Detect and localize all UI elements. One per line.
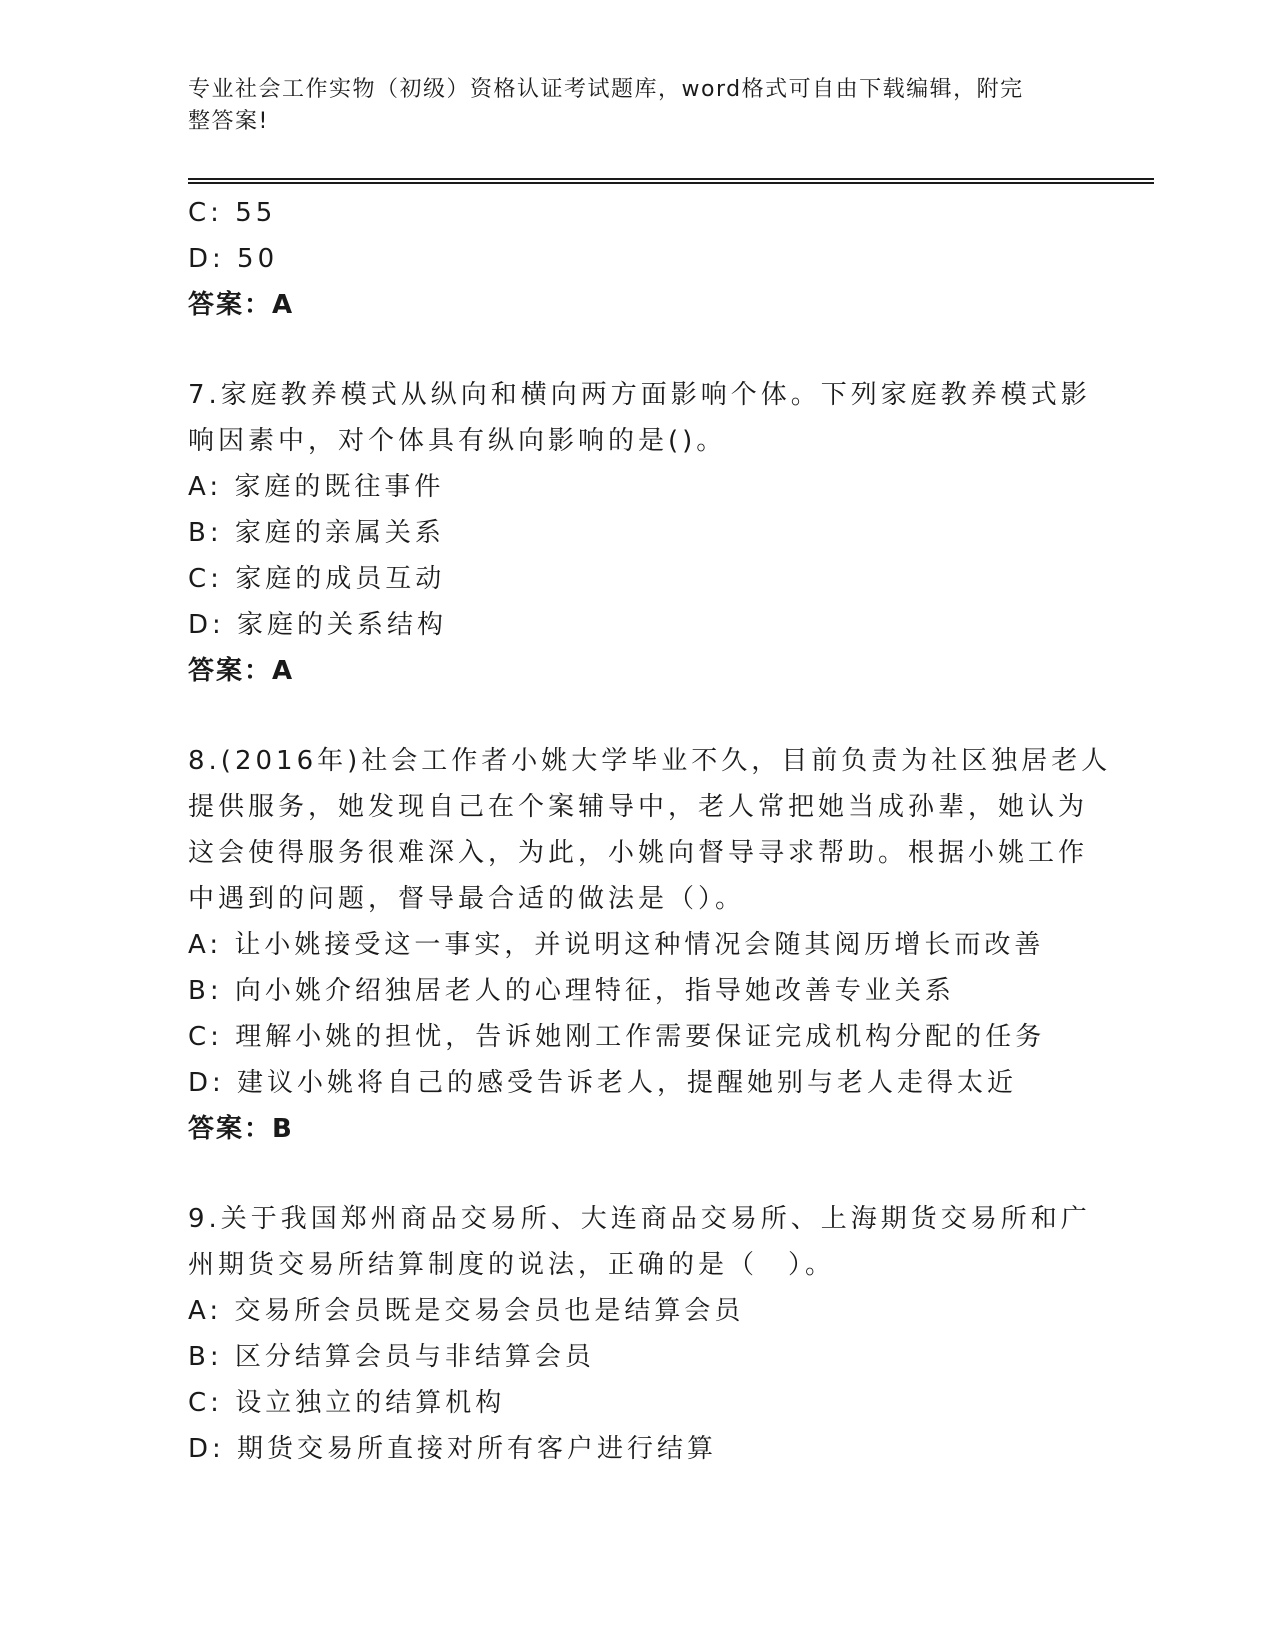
option-key: A: [188,930,223,960]
option-key: C: [188,198,223,228]
option-text: 50 [237,244,279,274]
option-c [188,190,1088,236]
option-a [188,922,1088,968]
option-key: C: [188,564,223,594]
option-text: 让小姚接受这一事实，并说明这种情况会随其阅历增长而改善 [234,930,1045,960]
option-text: 区分结算会员与非结算会员 [234,1342,595,1372]
option-text: 向小姚介绍独居老人的心理特征，指导她改善专业关系 [234,976,955,1006]
option-key: C: [188,1388,223,1418]
option-text: 设立独立的结算机构 [235,1388,506,1418]
question-stem-line: 8.(2016年)社会工作者小姚大学毕业不久，目前负责为社区独居老人 [188,746,1112,776]
answer-line: 答案：A [188,290,295,320]
option-key: D: [188,1434,225,1464]
option-c [188,556,1088,602]
option-c [188,1380,1088,1426]
answer-line: 答案：B [188,1114,294,1144]
option-d [188,602,1088,648]
option-text: 期货交易所直接对所有客户进行结算 [237,1434,718,1464]
question-stem-line: 这会使得服务很难深入，为此，小姚向督导寻求帮助。根据小姚工作 [188,838,1089,868]
header-divider-bottom [188,182,1154,184]
option-text: 家庭的关系结构 [237,610,448,640]
option-text: 55 [235,198,277,228]
option-b [188,968,1088,1014]
question-stem-line: 响因素中，对个体具有纵向影响的是()。 [188,426,727,456]
question-6-tail [188,190,1088,328]
option-key: D: [188,610,225,640]
option-b [188,1334,1088,1380]
option-key: B: [188,1342,223,1372]
question-stem-line: 中遇到的问题，督导最合适的做法是（）。 [188,884,746,914]
option-text: 家庭的亲属关系 [234,518,445,548]
option-text: 交易所会员既是交易会员也是结算会员 [234,1296,745,1326]
option-key: C: [188,1022,223,1052]
option-a [188,1288,1088,1334]
option-d [188,1060,1088,1106]
question-stem-line: 7.家庭教养模式从纵向和横向两方面影响个体。下列家庭教养模式影 [188,380,1091,410]
option-key: B: [188,518,223,548]
header-line-2: 整答案! [188,109,269,134]
question-stem-line: 提供服务，她发现自己在个案辅导中，老人常把她当成孙辈，她认为 [188,792,1089,822]
header-line-1: 专业社会工作实物（初级）资格认证考试题库，word格式可自由下载编辑，附完 [188,77,1024,102]
option-key: B: [188,976,223,1006]
question-stem-line: 9.关于我国郑州商品交易所、大连商品交易所、上海期货交易所和广 [188,1204,1091,1234]
option-key: D: [188,1068,225,1098]
option-key: A: [188,1296,223,1326]
option-d [188,236,1088,282]
question-content [188,190,1112,1472]
option-c [188,1014,1088,1060]
option-text: 理解小姚的担忧，告诉她刚工作需要保证完成机构分配的任务 [235,1022,1046,1052]
option-key: A: [188,472,223,502]
option-text: 建议小姚将自己的感受告诉老人，提醒她别与老人走得太近 [237,1068,1018,1098]
header-divider-top [188,178,1154,180]
page-header [188,74,1068,138]
question-stem-line: 州期货交易所结算制度的说法，正确的是（ ）。 [188,1250,836,1280]
option-text: 家庭的既往事件 [234,472,445,502]
option-d [188,1426,1088,1472]
question-8 [188,738,1112,1152]
option-b [188,510,1088,556]
option-a [188,464,1088,510]
question-7 [188,372,1091,694]
answer-line: 答案：A [188,656,295,686]
option-text: 家庭的成员互动 [235,564,446,594]
question-9 [188,1196,1091,1472]
option-key: D: [188,244,225,274]
